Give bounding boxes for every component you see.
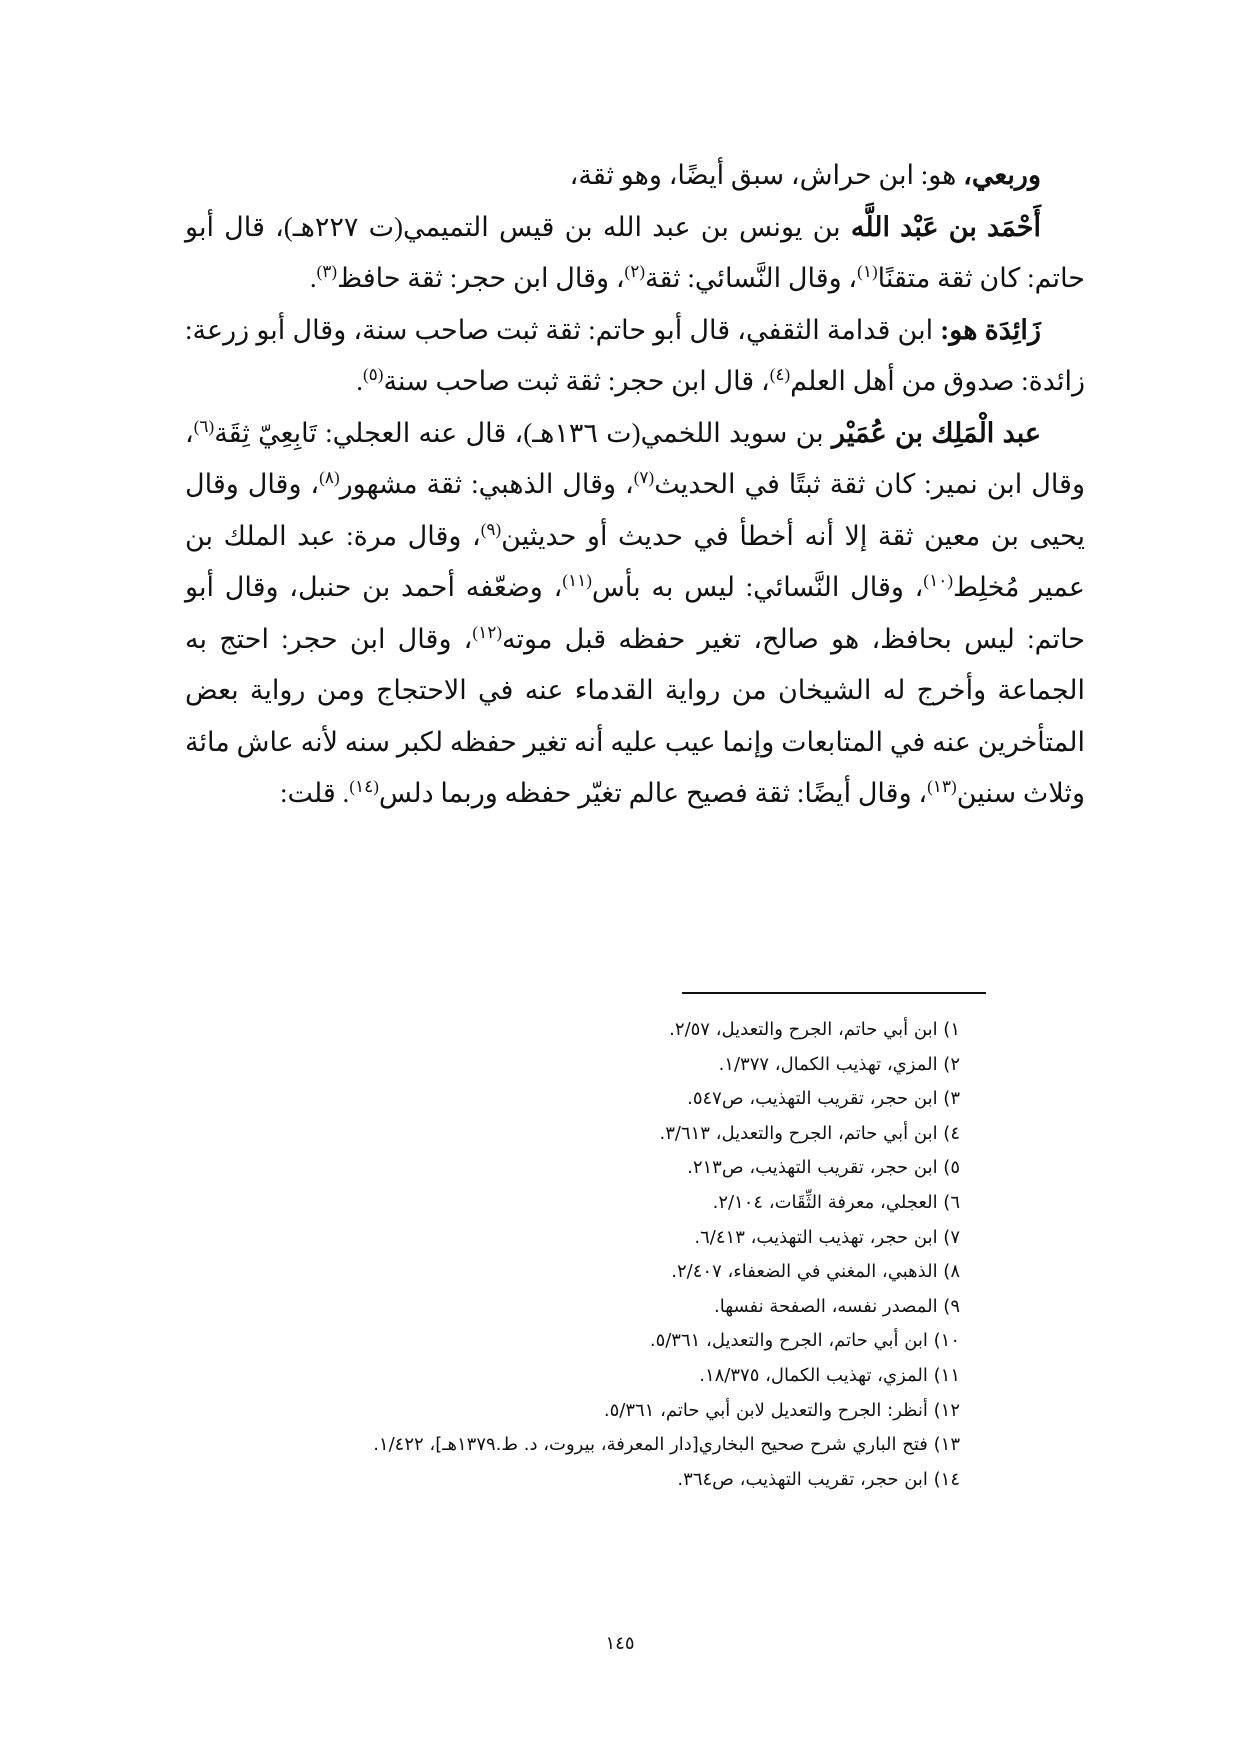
footnote-ref: (١١) <box>562 571 592 590</box>
paragraph-text: . قلت: <box>279 778 350 808</box>
paragraph-text: ، وقال ابن حجر: ثقة حافظ <box>337 263 625 293</box>
footnotes-list <box>160 1013 960 1497</box>
paragraph <box>185 408 1085 820</box>
footnote-ref: (١٢) <box>472 622 503 642</box>
footnote-item: ٨) الذهبي، المغني في الضعفاء، ٢/٤٠٧. <box>671 1261 960 1283</box>
paragraph-text: بن يونس بن عبد الله بن قيس التميمي(ت ٢٢٧هـ)، قال أبو حاتم: كان ثقة متقنًا <box>185 211 1085 293</box>
paragraph <box>185 305 1085 408</box>
narrator-name: وربعي، <box>963 160 1041 190</box>
paragraph-text: ، قال ابن حجر: ثقة ثبت صاحب سنة <box>383 366 770 396</box>
narrator-name: عبد الْمَلِك بن عُمَيْر <box>831 417 1041 448</box>
paragraph-text: ، وقال أيضًا: ثقة فصيح عالم تغيّر حفظه وربما دلس <box>378 778 928 808</box>
paragraph-text: . <box>356 366 363 396</box>
footnote-ref: (٦) <box>193 416 215 436</box>
footnote-ref: (٧) <box>633 468 655 487</box>
paragraph <box>185 150 1085 202</box>
footnote-ref: (٣) <box>316 262 338 281</box>
page-number: ١٤٥ <box>605 1633 635 1654</box>
paragraph-text: ، وضعّفه أحمد بن حنبل، وقال أبو حاتم: ليس بحافظ، هو صالح، تغير حفظه قبل موته <box>185 572 1085 654</box>
footnote-item: ٢) المزي، تهذيب الكمال، ١/٣٧٧. <box>718 1053 960 1075</box>
paragraph-text: . <box>309 263 317 293</box>
footnote-item: ١٠) ابن أبي حاتم، الجرح والتعديل، ٥/٣٦١. <box>649 1330 960 1352</box>
paragraph-text: هو: ابن حراش، سبق أيضًا، وهو ثقة، <box>569 160 964 190</box>
footnote-item: ١٢) أنظر: الجرح والتعديل لابن أبي حاتم، ٥/٣٦١. <box>603 1399 960 1421</box>
footnote-separator <box>682 992 986 994</box>
footnote-item: ٧) ابن حجر، تهذيب التهذيب، ٦/٤١٣. <box>694 1226 960 1248</box>
paragraph-text: ، وقال ابن نمير: كان ثقة ثبتًا في الحديث <box>185 417 1085 499</box>
footnote-item: ٩) المصدر نفسه، الصفحة نفسها. <box>713 1295 960 1317</box>
paragraph-text: ، وقال النَّسائي: ثقة <box>645 263 858 293</box>
footnote-item: ١٣) فتح الباري شرح صحيح البخاري[دار المعرفة، بيروت، د. ط.١٣٧٩هـ]، ١/٤٢٢. <box>373 1434 960 1456</box>
paragraph-text: ، وقال الذهبي: ثقة مشهور <box>339 469 634 499</box>
paragraph-text: ، وقال ابن حجر: احتج به الجماعة وأخرج له الشيخان من رواية القدماء عنه في الاحتجاج ومن رواية بعض المتأخرين عنه في المتابعات وإنما عيب عليه أنه تغير حفظه لكبر سنه لأنه عاش مائة وثلاث سنين <box>185 623 1085 808</box>
paragraph-text: ، وقال مرة: عبد الملك بن عمير مُخلِط <box>185 520 1085 602</box>
paragraph <box>185 202 1085 305</box>
paragraph-text: ، وقال النَّسائي: ليس به بأس <box>591 572 924 602</box>
footnote-item: ٥) ابن حجر، تقريب التهذيب، ص٢١٣. <box>687 1157 960 1179</box>
footnote-item: ١١) المزي، تهذيب الكمال، ١٨/٣٧٥. <box>699 1364 960 1386</box>
body-text <box>185 150 1085 820</box>
narrator-name: أَحْمَد بن عَبْد اللَّه <box>850 211 1041 242</box>
footnote-ref: (٨) <box>319 468 340 487</box>
footnote-ref: (١٤) <box>349 777 379 796</box>
footnote-item: ١٤) ابن حجر، تقريب التهذيب، ص٣٦٤. <box>677 1468 960 1490</box>
paragraph-text: ، وقال وقال يحيى بن معين ثقة إلا أنه أخطأ في حديث أو حديثين <box>185 469 1085 551</box>
footnote-item: ١) ابن أبي حاتم، الجرح والتعديل، ٢/٥٧. <box>669 1019 960 1040</box>
paragraph-text: بن سويد اللخمي(ت ١٣٦هـ)، قال عنه العجلي: تَابِعِيّ ثِقَة <box>214 417 832 448</box>
footnote-ref: (٥) <box>362 365 384 384</box>
narrator-name: زَائِدَة هو: <box>940 314 1041 345</box>
footnote-ref: (٢) <box>624 262 646 281</box>
footnote-item: ٤) ابن أبي حاتم، الجرح والتعديل، ٣/٦١٣. <box>659 1122 960 1144</box>
footnote-ref: (٩) <box>480 519 502 539</box>
paragraph-text: ابن قدامة الثقفي، قال أبو حاتم: ثقة ثبت صاحب سنة، وقال أبو زرعة: زائدة: صدوق من أهل العلم <box>185 314 1085 396</box>
footnote-ref: (١) <box>857 262 878 281</box>
footnote-item: ٣) ابن حجر، تقريب التهذيب، ص٥٤٧. <box>687 1088 960 1110</box>
footnote-item: ٦) العجلي، معرفة الثِّقَات، ٢/١٠٤. <box>712 1191 960 1213</box>
footnote-ref: (١٠) <box>923 571 954 590</box>
footnote-ref: (٤) <box>769 365 791 384</box>
footnote-ref: (١٣) <box>927 777 957 796</box>
